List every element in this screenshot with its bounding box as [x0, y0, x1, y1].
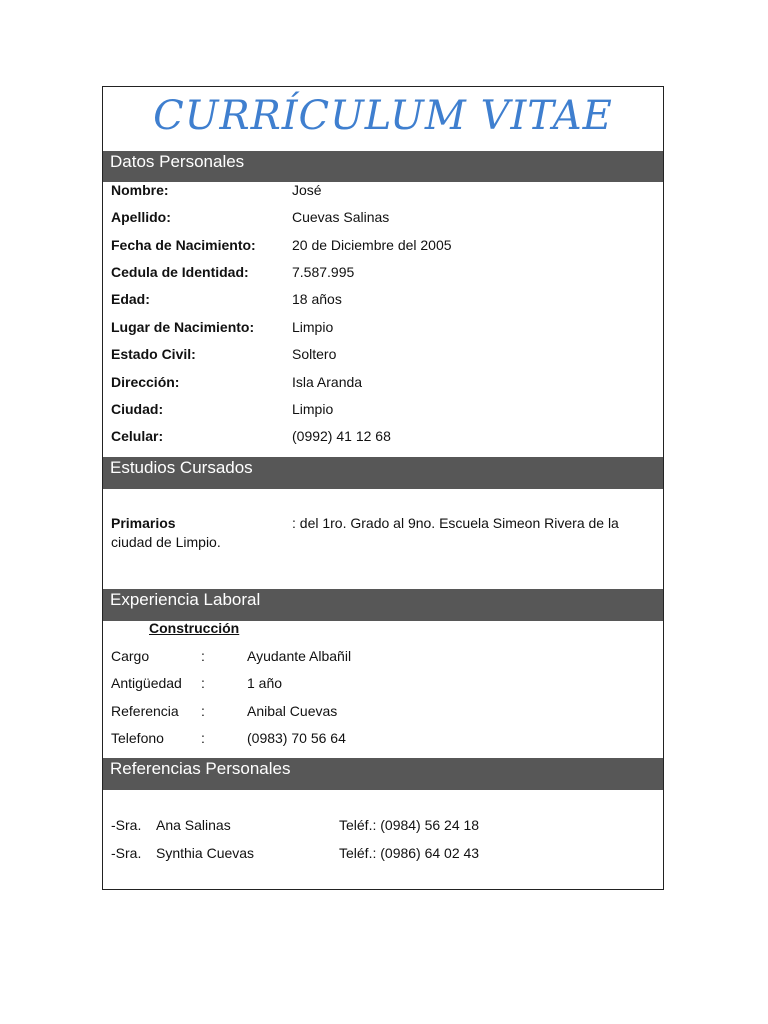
field-value: Isla Aranda [292, 374, 363, 390]
section-header-studies: Estudios Cursados [103, 457, 663, 489]
field-label: Nombre: [111, 182, 169, 198]
field-value: (0992) 41 12 68 [292, 428, 391, 444]
field-value: Cuevas Salinas [292, 209, 390, 225]
field-value: Limpio [292, 319, 334, 335]
exp-field: Cargo [111, 648, 150, 664]
field-value: 20 de Diciembre del 2005 [292, 237, 452, 253]
studies-label: Primarios [111, 515, 176, 531]
field-label: Ciudad: [111, 401, 164, 417]
exp-value: Anibal Cuevas [247, 703, 338, 719]
exp-value: 1 año [247, 675, 283, 691]
field-value: Soltero [292, 346, 337, 362]
field-label: Estado Civil: [111, 346, 196, 362]
exp-sep: : [201, 730, 205, 746]
exp-sep: : [201, 648, 205, 664]
field-label: Lugar de Nacimiento: [111, 319, 255, 335]
field-label: Celular: [111, 428, 164, 444]
exp-field: Antigüedad [111, 675, 182, 691]
field-value: 7.587.995 [292, 264, 355, 280]
field-label: Fecha de Nacimiento: [111, 237, 256, 253]
ref-phone: Teléf.: (0984) 56 24 18 [339, 817, 480, 833]
exp-sep: : [201, 675, 205, 691]
exp-field: Telefono [111, 730, 164, 746]
studies-continuation-text: ciudad de Limpio. [111, 534, 221, 550]
field-label: Dirección: [111, 374, 180, 390]
ref-phone: Teléf.: (0986) 64 02 43 [339, 845, 480, 861]
exp-field: Referencia [111, 703, 179, 719]
section-header-references: Referencias Personales [103, 758, 663, 790]
ref-name: Synthia Cuevas [156, 845, 255, 861]
field-label: Cedula de Identidad: [111, 264, 249, 280]
ref-name: Ana Salinas [156, 817, 231, 833]
exp-value: (0983) 70 56 64 [247, 730, 346, 746]
studies-value: : del 1ro. Grado al 9no. Escuela Simeon Rivera de la [292, 515, 619, 531]
page-title: CURRÍCULUM VITAE [153, 93, 613, 139]
section-header-experience: Experiencia Laboral [103, 589, 663, 621]
section-header-personal: Datos Personales [103, 151, 663, 182]
exp-sep: : [201, 703, 205, 719]
ref-title: -Sra. [111, 817, 142, 833]
field-value: Limpio [292, 401, 334, 417]
cv-document [102, 86, 664, 890]
experience-heading: Construcción [149, 620, 240, 636]
field-label: Edad: [111, 291, 150, 307]
field-value: 18 años [292, 291, 342, 307]
field-label: Apellido: [111, 209, 171, 225]
ref-title: -Sra. [111, 845, 142, 861]
exp-value: Ayudante Albañil [247, 648, 352, 664]
field-value: José [292, 182, 322, 198]
